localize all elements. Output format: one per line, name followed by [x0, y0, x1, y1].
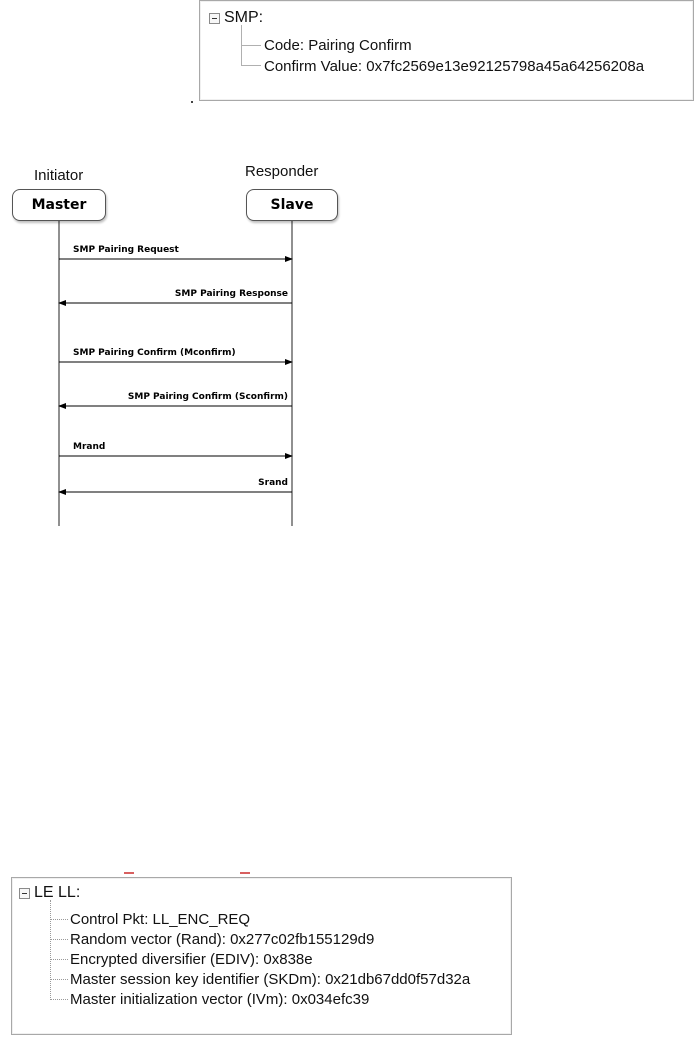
ll-tree-root: LE LL: [34, 884, 81, 901]
message-label: Mrand [73, 442, 106, 452]
ll-tree-item-skdm: Master session key identifier (SKDm): 0x21db67dd0f57d32a [70, 971, 471, 988]
smp-tree-item-confirm-value: Confirm Value: 0x7fc2569e13e92125798a45a64256208a [264, 58, 645, 75]
message-label: SMP Pairing Confirm (Mconfirm) [73, 348, 236, 358]
responder-role-label: Responder [245, 163, 319, 180]
ll-tree-item-control-pkt: Control Pkt: LL_ENC_REQ [70, 911, 251, 928]
initiator-role-label: Initiator [34, 167, 84, 184]
slave-actor-box: Slave [246, 189, 338, 221]
le-ll-packet-tree-panel [11, 877, 512, 1035]
tree-branch-line [50, 999, 68, 1000]
collapse-toggle-icon[interactable] [19, 888, 30, 899]
message-label: SMP Pairing Response [174, 289, 288, 299]
tree-branch-line [50, 900, 51, 1000]
ll-tree-item-ediv: Encrypted diversifier (EDIV): 0x838e [70, 951, 313, 968]
decorative-red-mark [124, 872, 134, 874]
tree-branch-line [50, 919, 68, 920]
tree-branch-line [50, 979, 68, 980]
stray-dot [191, 101, 193, 103]
smp-packet-tree-panel [199, 0, 694, 101]
tree-branch-line [50, 939, 68, 940]
ll-tree-item-ivm: Master initialization vector (IVm): 0x034efc39 [70, 991, 370, 1008]
smp-pairing-sequence-diagram [0, 150, 360, 540]
message-label: SMP Pairing Confirm (Sconfirm) [127, 392, 288, 402]
message-label: Srand [258, 478, 288, 488]
smp-tree-item-code: Code: Pairing Confirm [264, 37, 412, 54]
master-actor-box: Master [12, 189, 106, 221]
tree-branch-line [241, 65, 261, 66]
tree-branch-line [241, 45, 261, 46]
decorative-red-mark [240, 872, 250, 874]
tree-branch-line [50, 959, 68, 960]
ll-tree-item-random-vector: Random vector (Rand): 0x277c02fb155129d9 [70, 931, 375, 948]
message-layer [59, 245, 292, 492]
collapse-toggle-icon[interactable] [209, 13, 220, 24]
smp-tree-root: SMP: [224, 9, 264, 26]
message-label: SMP Pairing Request [73, 245, 179, 255]
